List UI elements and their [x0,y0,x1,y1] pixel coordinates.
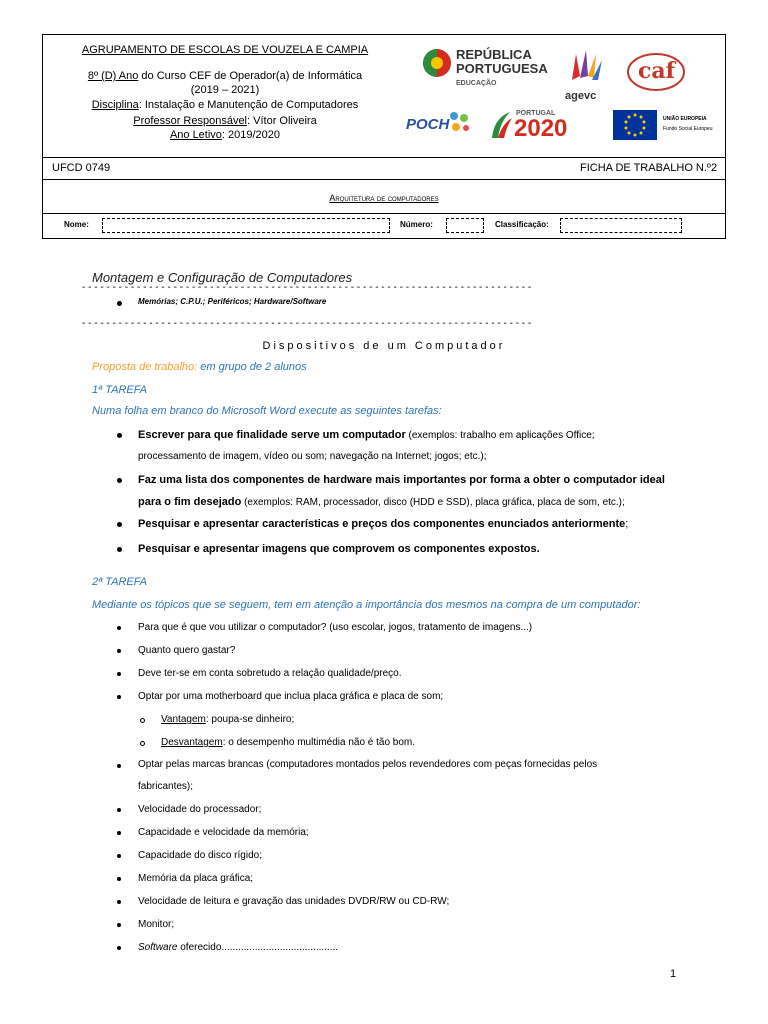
task1-instruction: Numa folha em branco do Microsoft Word execute as seguintes tarefas: [92,405,442,417]
topic-title: Arquitetura de computadores [329,193,439,203]
agevc-hands-icon [566,46,606,86]
page-number: 1 [670,968,677,980]
caf-logo [626,52,688,94]
number-field[interactable] [446,218,484,233]
task2-item-10: Velocidade de leitura e gravação das unidades DVDR/RW ou CD-RW; [138,896,450,907]
agevc-logo [563,46,609,104]
header-divider-1 [43,157,725,158]
task1-bullet-1 [117,433,122,438]
task2-bullet-11 [117,923,121,927]
task1-bullet-3 [117,522,122,527]
p2020-text: 2020 [514,115,568,142]
poch-text: POCH [406,116,450,133]
poch-dots-icon [448,110,472,134]
divider-top: - - - - - - - - - - - - - - - - - - - - - - - - - - - - - - - - - - - - - - - - - - - - - - - - - - - - - - - - - - - - - - - - - - - - - - - - - - [82,282,532,293]
task2-item-8: Capacidade do disco rígido; [138,850,262,861]
agevc-text: agevc [565,90,597,102]
advantage-item: Vantagem: poupa-se dinheiro; [161,714,295,725]
task2-bullet-9 [117,877,121,881]
task1-item-4: Pesquisar e apresentar imagens que comprovem os componentes expostos. [138,543,540,555]
number-label: Número: [400,220,433,229]
task2-bullet-10 [117,900,121,904]
task2-sub-bullet-1 [140,718,145,723]
task1-item-2-line2: para o fim desejado (exemplos: RAM, processador, disco (HDD e SSD), placa gráfica, placa de som, etc.); [138,496,625,508]
task2-item-5-line2: fabricantes); [138,781,194,792]
task2-item-12: Software oferecido.......................................... [138,942,339,953]
task2-instruction: Mediante os tópicos que se seguem, tem em atenção a importância dos mesmos na compra de um computador: [92,599,641,611]
keywords-line: Memórias; C.P.U.; Periféricos; Hardware/Software [138,297,327,306]
task2-item-7: Capacidade e velocidade da memória; [138,827,309,838]
subject-line: Disciplina: Instalação e Manutenção de Computadores [91,99,359,111]
header-divider-2 [43,179,725,180]
section-heading: Montagem e Configuração de Computadores [92,270,353,285]
school-year-line: Ano Letivo: 2019/2020 [169,129,281,141]
portugal-text: PORTUGAL [516,110,556,117]
task2-bullet-2 [117,649,121,653]
header-divider-3 [43,213,725,214]
task2-bullet-5 [117,764,121,768]
caf-text: caf [638,58,676,84]
republica-logo [422,46,552,94]
task2-sub-bullet-2 [140,741,145,746]
task2-bullet-8 [117,854,121,858]
task2-bullet-7 [117,831,121,835]
task2-item-11: Monitor; [138,919,175,930]
task1-bullet-4 [117,547,122,552]
portugal2020-swoosh-icon [488,110,514,140]
devices-title: Dispositivos de um Computador [262,340,506,352]
name-label: Nome: [64,220,89,229]
task1-item-2: Faz uma lista dos componentes de hardware mais importantes por forma a obter o computador ideal [138,474,665,486]
course-period: (2019 – 2021) [190,84,260,96]
republica-sub: EDUCAÇÃO [456,80,497,87]
task2-item-9: Memória da placa gráfica; [138,873,254,884]
ufcd-code: UFCD 0749 [52,162,111,174]
eu-logo [613,110,723,142]
eu-flag-icon [613,110,657,140]
task2-bullet-12 [117,946,121,950]
grade-field[interactable] [560,218,682,233]
task2-item-1: Para que é que vou utilizar o computador? (uso escolar, jogos, tratamento de imagens...) [138,622,533,633]
task2-bullet-4 [117,695,121,699]
task2-item-4: Optar por uma motherboard que inclua placa gráfica e placa de som; [138,691,444,702]
task2-title: 2ª TAREFA [92,576,148,588]
school-name: AGRUPAMENTO DE ESCOLAS DE VOUZELA E CAMPIA [81,44,369,56]
name-field[interactable] [102,218,390,233]
task1-item-3: Pesquisar e apresentar características e preços dos componentes enunciados anteriormente; [138,518,629,530]
worksheet-number: FICHA DE TRABALHO N.º2 [580,162,718,174]
divider-bottom: - - - - - - - - - - - - - - - - - - - - - - - - - - - - - - - - - - - - - - - - - - - - - - - - - - - - - - - - - - - - - - - - - - - - - - - - - - [82,318,532,329]
task2-item-3: Deve ter-se em conta sobretudo a relação qualidade/preço. [138,668,402,679]
grade-label: Classificação: [495,220,549,229]
task1-item-1-line2: processamento de imagem, vídeo ou som; navegação na Internet; jogos; etc.); [138,451,487,462]
republica-flag-icon [422,48,452,78]
teacher-line: Professor Responsável: Vítor Oliveira [133,115,317,127]
keyword-bullet [117,301,122,306]
eu-line2: Fundo Social Europeu [663,126,713,132]
task2-bullet-6 [117,808,121,812]
republica-line1: REPÚBLICA [456,47,532,62]
task2-item-2: Quanto quero gastar? [138,645,236,656]
task2-item-5: Optar pelas marcas brancas (computadores montados pelos revendedores com peças fornecidas pelos [138,759,598,770]
task1-bullet-2 [117,478,122,483]
proposal-line: Proposta de trabalho: em grupo de 2 alunos [92,361,307,373]
eu-line1: UNIÃO EUROPEIA [663,116,707,122]
portugal2020-logo [488,108,598,144]
task2-item-6: Velocidade do processador; [138,804,262,815]
task2-bullet-1 [117,626,121,630]
disadvantage-item: Desvantagem: o desempenho multimédia não é tão bom. [161,737,416,748]
poch-logo [406,110,472,140]
course-line: 8º (D) Ano do Curso CEF de Operador(a) de Informática [87,70,363,82]
republica-line2: PORTUGUESA [456,61,548,76]
task2-bullet-3 [117,672,121,676]
task1-item-1: Escrever para que finalidade serve um computador (exemplos: trabalho em aplicações Office; [138,429,595,441]
task1-title: 1ª TAREFA [92,384,148,396]
